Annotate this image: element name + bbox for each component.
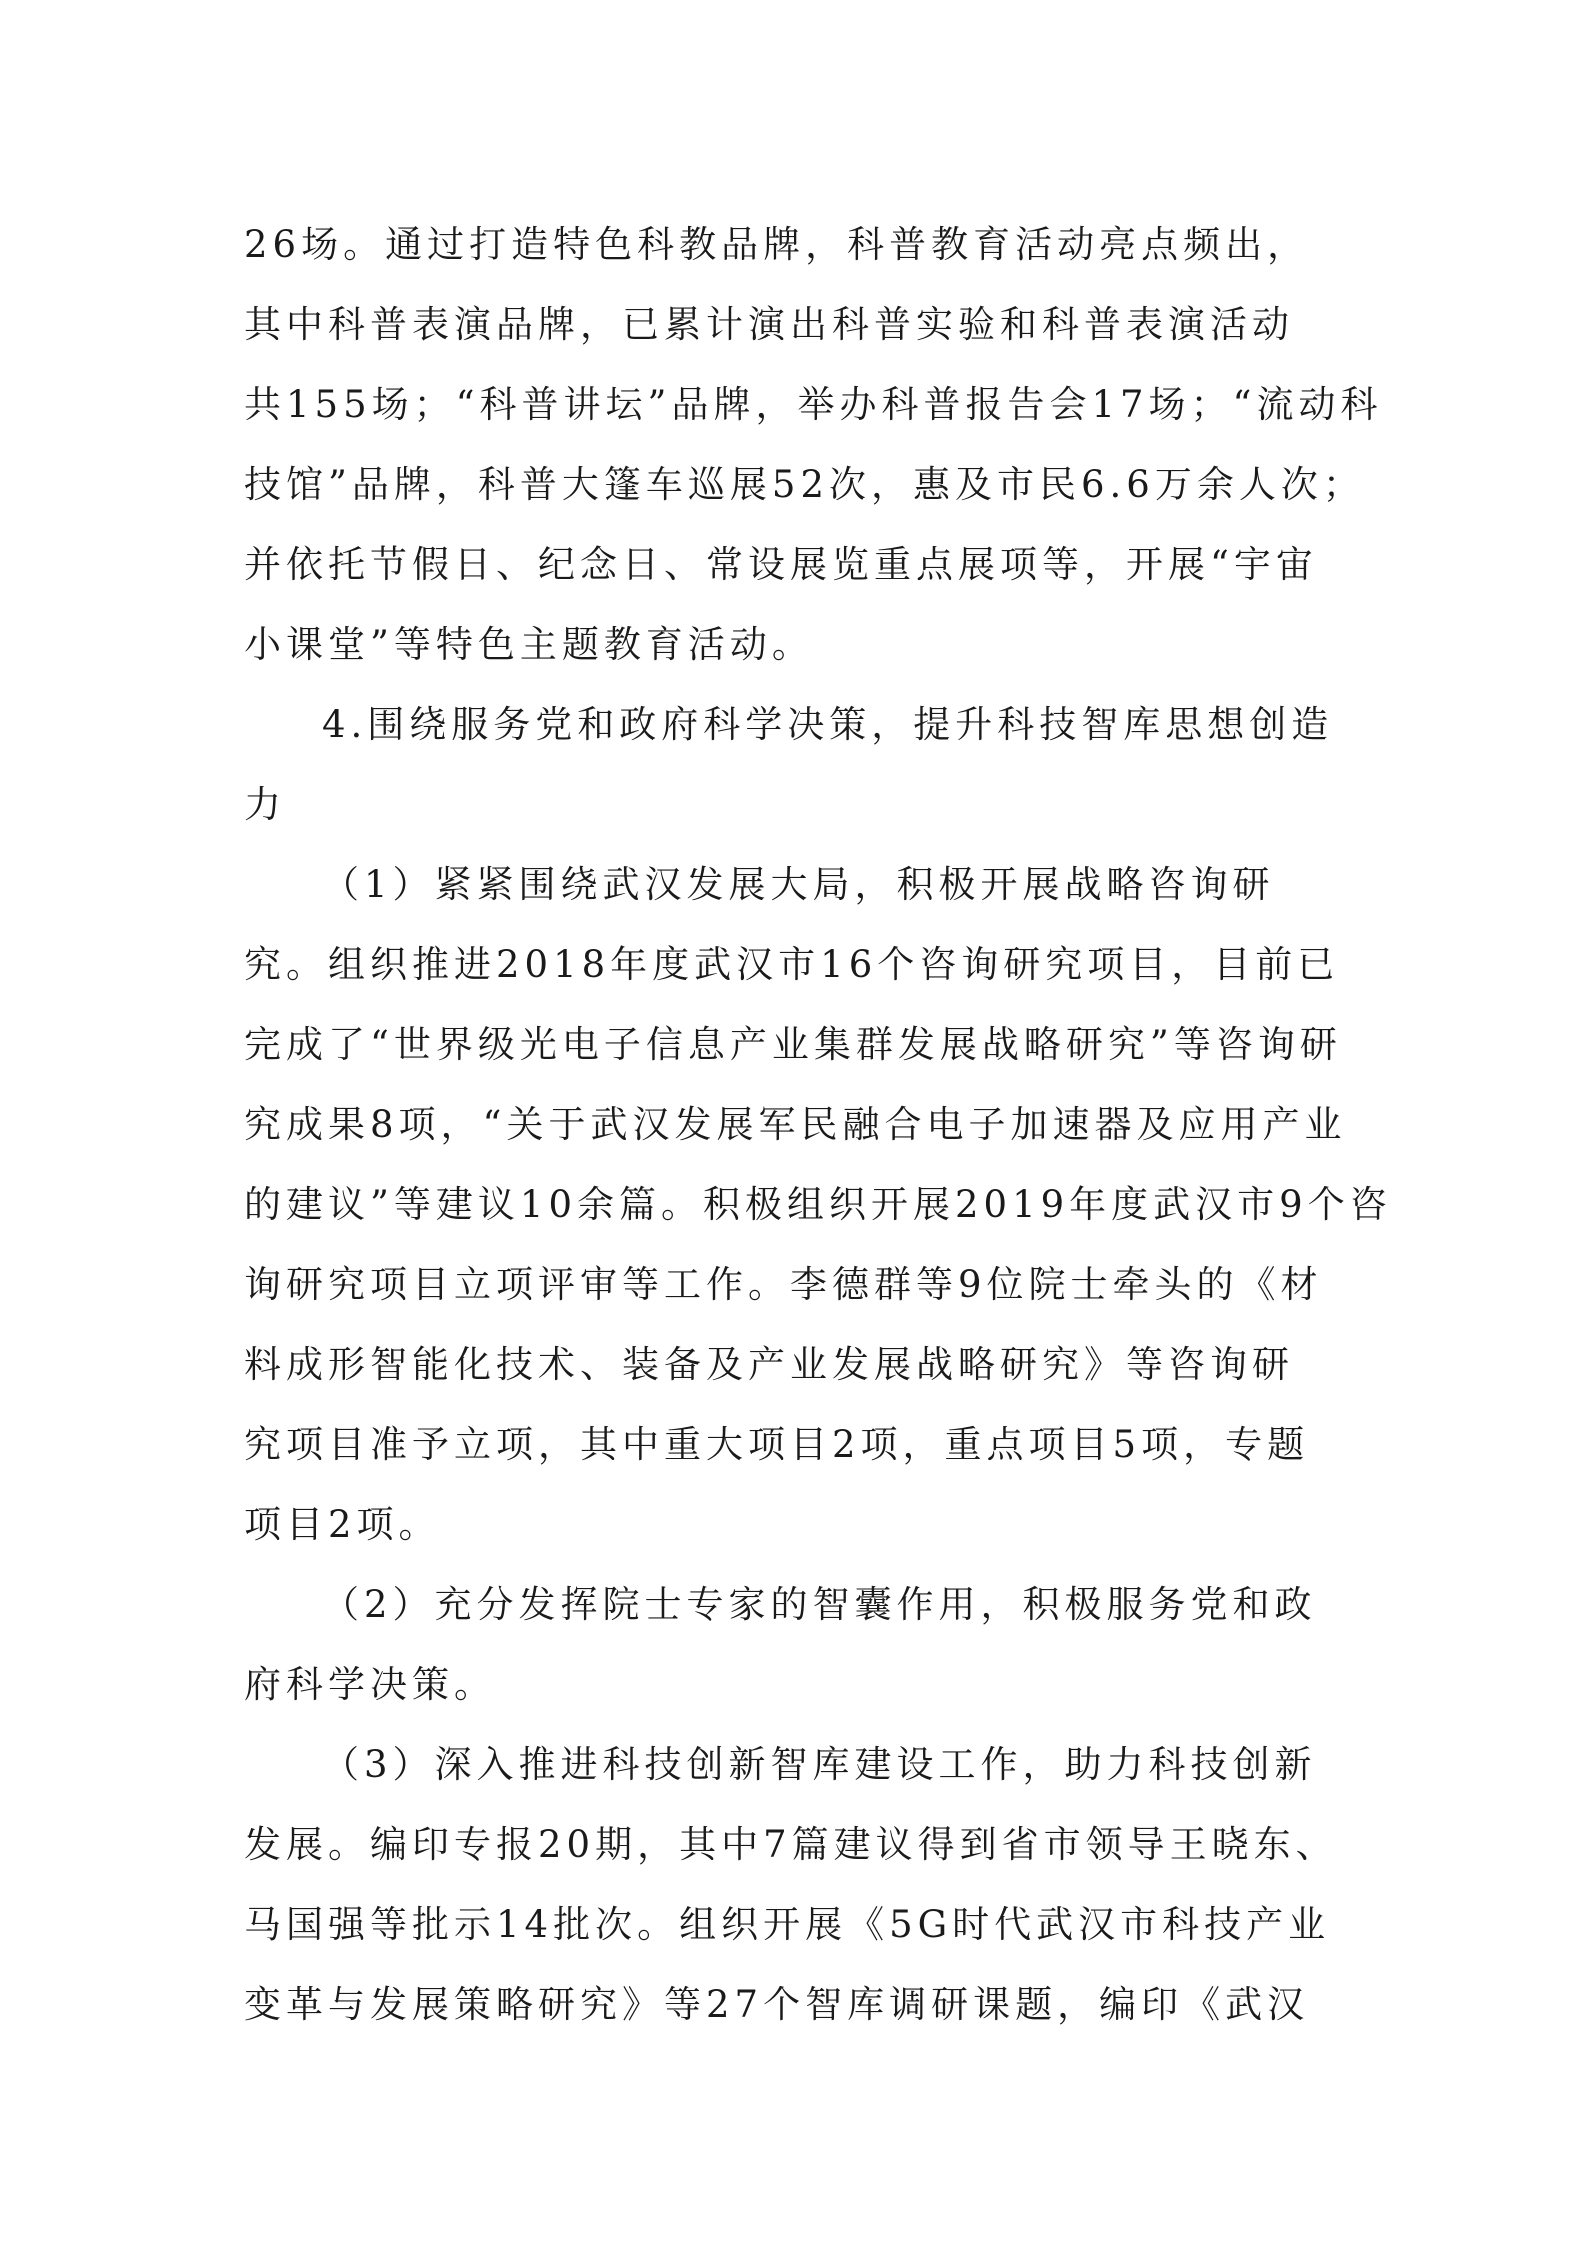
text-line: 26场。通过打造特色科教品牌，科普教育活动亮点频出， [244, 223, 1310, 266]
text-line: 府科学决策。 [244, 1663, 496, 1706]
text-line: 并依托节假日、纪念日、常设展览重点展项等，开展“宇宙 [244, 543, 1318, 586]
text-line: 小课堂”等特色主题教育活动。 [244, 623, 814, 666]
text-line: 完成了“世界级光电子信息产业集群发展战略研究”等咨询研 [244, 1023, 1342, 1066]
text-line: 发展。编印专报20期，其中7篇建议得到省市领导王晓东、 [244, 1823, 1338, 1866]
paragraph-2-start: （2）充分发挥院士专家的智囊作用，积极服务党和政 [322, 1583, 1317, 1626]
text-line: 究成果8项，“关于武汉发展军民融合电子加速器及应用产业 [244, 1103, 1347, 1146]
text-line: 马国强等批示14批次。组织开展《5G时代武汉市科技产业 [244, 1903, 1331, 1946]
text-line: 料成形智能化技术、装备及产业发展战略研究》等咨询研 [244, 1343, 1294, 1386]
text-line: 的建议”等建议10余篇。积极组织开展2019年度武汉市9个咨 [244, 1183, 1392, 1226]
section-heading-4: 4.围绕服务党和政府科学决策，提升科技智库思想创造 [322, 703, 1334, 746]
paragraph-3-start: （3）深入推进科技创新智库建设工作，助力科技创新 [322, 1743, 1317, 1786]
text-line: 力 [244, 783, 286, 826]
text-line: 其中科普表演品牌，已累计演出科普实验和科普表演活动 [244, 303, 1294, 346]
text-line: 技馆”品牌，科普大篷车巡展52次，惠及市民6.6万余人次； [244, 463, 1365, 506]
text-line: 变革与发展策略研究》等27个智库调研课题，编印《武汉 [244, 1983, 1310, 2026]
text-line: 项目2项。 [244, 1503, 441, 1546]
paragraph-1-start: （1）紧紧围绕武汉发展大局，积极开展战略咨询研 [322, 863, 1275, 906]
text-line: 询研究项目立项评审等工作。李德群等9位院士牵头的《材 [244, 1263, 1323, 1306]
text-line: 共155场；“科普讲坛”品牌，举办科普报告会17场；“流动科 [244, 383, 1383, 426]
text-line: 究项目准予立项，其中重大项目2项，重点项目5项，专题 [244, 1423, 1310, 1466]
text-line: 究。组织推进2018年度武汉市16个咨询研究项目，目前已 [244, 943, 1340, 986]
